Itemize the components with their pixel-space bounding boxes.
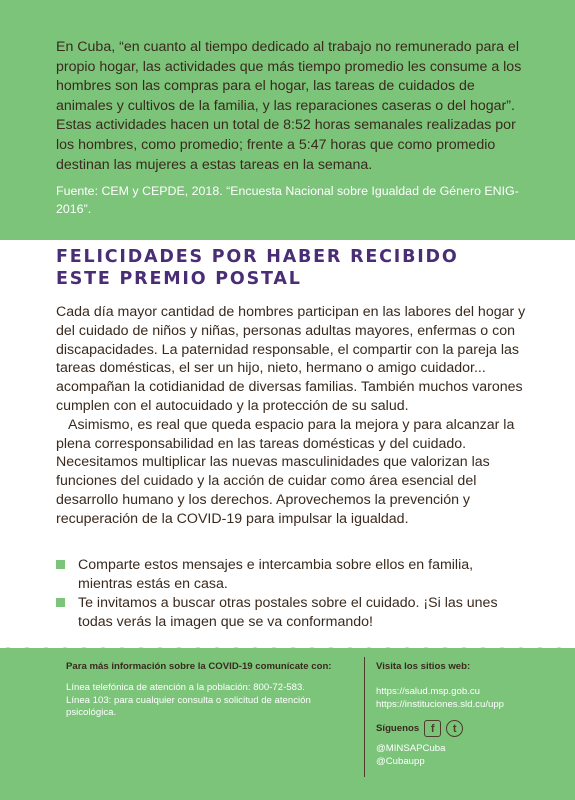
body-paragraph-1: Cada día mayor cantidad de hombres participan en las labores del hogar y del cuidado de niños y niñas, personas adultas mayores, enfermas o con discapacidades. La paternidad responsable, el compartir con la pareja las tareas domésticas, el ser un hijo, nieto, hermano o amigo cuidador... acompañan la cotidianidad de diversas familias. También muchos varones cumplen con el autocuidado y la protección de su salud. xyxy=(56,304,526,414)
site-link-salud[interactable]: https://salud.msp.gob.cu xyxy=(376,686,480,697)
square-bullet-icon xyxy=(56,598,65,607)
web-info xyxy=(376,660,566,768)
list-item xyxy=(56,556,526,593)
handle-upp[interactable]: @Cubaupp xyxy=(376,756,425,767)
footer-divider xyxy=(364,657,365,777)
follow-label: Síguenos xyxy=(376,723,420,734)
handle-minsap[interactable]: @MINSAPCuba xyxy=(376,743,446,754)
title-line-1: FELICIDADES POR HABER RECIBIDO xyxy=(56,247,459,267)
facebook-icon[interactable]: f xyxy=(424,720,441,737)
twitter-icon[interactable]: t xyxy=(446,720,463,737)
contact-info xyxy=(66,660,356,720)
title-line-2: ESTE PREMIO POSTAL xyxy=(56,269,302,289)
contact-info-title: Para más información sobre la COVID-19 comunícate con: xyxy=(66,661,332,672)
follow-row xyxy=(376,720,566,737)
site-links xyxy=(376,685,566,711)
body-text xyxy=(56,303,526,529)
bullet-text-1: Comparte estos mensajes e intercambia sobre ellos en familia, mientras estás en casa. xyxy=(78,557,474,592)
social-handles xyxy=(376,742,566,768)
page-title xyxy=(56,246,526,290)
sites-title: Visita los sitios web: xyxy=(376,661,471,672)
bullet-text-2: Te invitamos a buscar otras postales sobre el cuidado. ¡Si las unes todas verás la imagen que se va conformando! xyxy=(78,595,498,630)
quote-text: En Cuba, “en cuanto al tiempo dedicado al trabajo no remunerado para el propio hogar, las actividades que más tiempo promedio les consume a los hombres son las compras para el hogar, las tareas de cuidados de animales y cultivos de la familia, y las reparaciones caseras o del hogar”. Estas actividades hacen un total de 8:52 horas semanales realizadas por los hombres, como promedio; frente a 5:47 horas que como promedio destinan las mujeres a estas tareas en la semana. xyxy=(56,39,522,173)
bullet-list xyxy=(56,556,526,632)
list-item xyxy=(56,594,526,631)
contact-lines xyxy=(66,682,356,720)
body-paragraph-2: Asimismo, es real que queda espacio para la mejora y para alcanzar la plena corresponsabilidad en las tareas domésticas y del cuidado. Necesitamos multiplicar las nuevas masculinidades que valorizan las funciones del cuidado y la acción de cuidar como área esencial del desarrollo humano y los derechos. Aprovechemos la prevención y recuperación de la COVID-19 para impulsar la igualdad. xyxy=(56,416,515,527)
site-link-upp[interactable]: https://instituciones.sld.cu/upp xyxy=(376,699,504,710)
quote-source: Fuente: CEM y CEPDE, 2018. “Encuesta Nacional sobre Igualdad de Género ENIG-2016”. xyxy=(56,184,519,216)
psych-line: Línea 103: para cualquier consulta o solicitud de atención psicológica. xyxy=(66,694,311,718)
square-bullet-icon xyxy=(56,560,65,569)
phone-line: Línea telefónica de atención a la población: 800-72-583. xyxy=(66,682,305,693)
